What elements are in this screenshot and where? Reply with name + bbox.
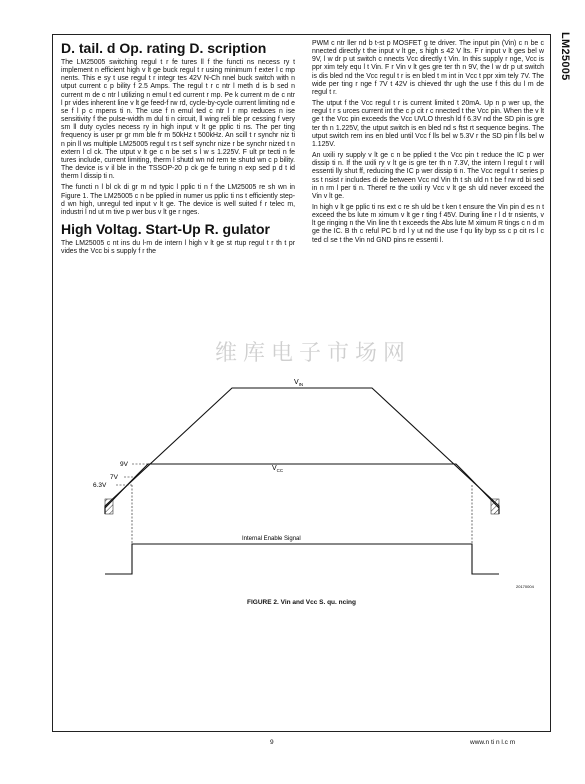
vin-waveform xyxy=(105,388,499,514)
label-7v: 7V xyxy=(110,474,118,481)
timing-diagram xyxy=(52,356,551,616)
enable-label: Internal Enable Signal xyxy=(242,536,301,542)
paragraph-applications: The functi n l bl ck di gr m nd typic l pplic ti n f the LM25005 re sh wn in Figure 1. The LM25005 c n be pplied in numer us pplic ti ns t efficiently step-d wn high, unregul ted input v lt ge. The device is well suited f r telec m, industri l nd ut m tive p wer bus v lt ge r nges. xyxy=(61,184,295,216)
section-title-startup-regulator: High Voltag. Start-Up R. gulator xyxy=(61,220,270,237)
footer-url: www.n ti n l.c m xyxy=(470,739,516,746)
vcc-label: $V_{CC}$ xyxy=(272,465,284,473)
label-9v: 9V xyxy=(120,461,128,468)
page-number: 9 xyxy=(270,739,274,746)
vcc-waveform xyxy=(105,464,499,514)
paragraph-auxiliary-supply: An uxili ry supply v lt ge c n be pplied t the Vcc pin t reduce the IC p wer dissip ti n. If the uxili ry v lt ge is gre ter th n 7.3V, the intern l regul t r will essenti lly shut ff, reducing the IC p wer dissip ti n. The Vcc regul t r series p ss t nsist r includes di de between Vcc nd Vin th t sh uld n t be f rw rd bi sed in n rm l per ti n. Theref re the uxili ry Vcc v lt ge sh uld never exceed the Vin v lt ge. xyxy=(312,152,544,200)
part-number-tab xyxy=(557,32,575,152)
paragraph-overview: The LM25005 switching regul t r fe tures ll f the functi ns necess ry t implement n efficient high v lt ge buck regul t r using minimum f exter l c mp nents. This e sy t use regul t r integr tes 42V N-Ch nnel buck switch with n utput current c p bility f 2.5 Amps. The regul t r c ntr l meth d is b sed n current m de c ntr l utilizing n emul t ed current r mp. Pe k current m de c ntr l pr vides inherent line v lt ge feed-f rw rd, cycle-by-cycle current limiting nd e se f l p c mpens ti n. The use f n emul ted c ntr l r mp reduces n ise sensitivity f the pulse-width m dul ti n circuit, ll wing reli ble pr cessing f very sm ll duty cycles necess ry in high input v lt ge pplic ti ns. The per ting frequency is user pr gr mm ble fr m 50kHz t 500kHz. An scill t r synchr niz ti n pin ll ws multiple LM25005 regul t rs t self synchr nize r be synchr nized t n extern l cl ck. The utput v lt ge c n be set s l w s 1.225V. F ult pr tecti n fe tures include, current limiting, therm l shutd wn nd rem te shutd wn c p bility. The device is v il ble in the TSSOP-20 p ck ge fe turing n exp sed p d t id therm l dissip ti n. xyxy=(61,59,295,181)
paragraph-high-voltage: In high v lt ge pplic ti ns ext c re sh uld be t ken t ensure the Vin pin d es n t exceed the bs lute m ximum v lt ge r ting f 45V. During line r l d tr nsients, v lt ge ringing n the Vin line th t exceeds the Abs lute M ximum R tings c n d m ge the IC. B th c reful PC b rd l y ut nd the use f qu lity byp ss c p cit rs l c ted cl se t the Vin nd GND pins re essenti l. xyxy=(312,203,544,244)
paragraph-pwm-controller: PWM c ntr ller nd b t-st p MOSFET g te driver. The input pin (Vin) c n be c nnected directly t the input v lt ge, s high s 42 V lts. F r input v lt ges bel w 9V, l w dr p ut switch c nnects Vcc directly t Vin. In this supply r nge, Vcc is ppr xim tely equ l t Vin. F r Vin v lt ges gre ter th n 9V, the l w dr p ut switch is dis bled nd the Vcc regul t r is en bled t m int in Vcc t ppr xim tely 7V. The wide per ting r nge f 7V t 42V is chieved thr ugh the use f this du l m de regul t r. xyxy=(312,40,544,96)
right-column xyxy=(312,40,544,248)
enable-signal-waveform xyxy=(105,544,499,574)
label-6-3v: 6.3V xyxy=(93,482,107,489)
left-column xyxy=(61,40,295,259)
vin-label: $V_{IN}$ xyxy=(294,379,304,387)
paragraph-startup-intro: The LM25005 c nt ins du l-m de intern l high v lt ge st rtup regul t r th t pr vides the Vcc bi s supply f r the xyxy=(61,239,295,256)
figure-caption: FIGURE 2. Vin and Vcc S. qu. ncing xyxy=(247,599,356,606)
section-title-detailed-operation: D. tail. d Op. rating D. scription xyxy=(61,40,267,56)
figure-vin-vcc-sequencing xyxy=(52,356,551,616)
hatch-region-left xyxy=(105,499,113,514)
figure-code: 20170004 xyxy=(516,584,534,589)
paragraph-current-limit: The utput f the Vcc regul t r is current limited t 20mA. Up n p wer up, the regul t r s urces current int the c p cit r c nnected t the Vcc pin. When the v lt ge t the Vcc pin exceeds the Vcc UVLO thresh ld f 6.3V nd the SD pin is gre ter th n 1.225V, the utput switch is en bled nd s ftst rt sequence begins. The utput switch rem ins en bled until Vcc f lls bel w 5.3V r the SD pin f lls bel w 1.125V. xyxy=(312,100,544,148)
hatch-region-right xyxy=(491,499,499,514)
watermark: 维库电子市场网 xyxy=(215,341,412,366)
part-number: LM25005 xyxy=(559,32,571,81)
